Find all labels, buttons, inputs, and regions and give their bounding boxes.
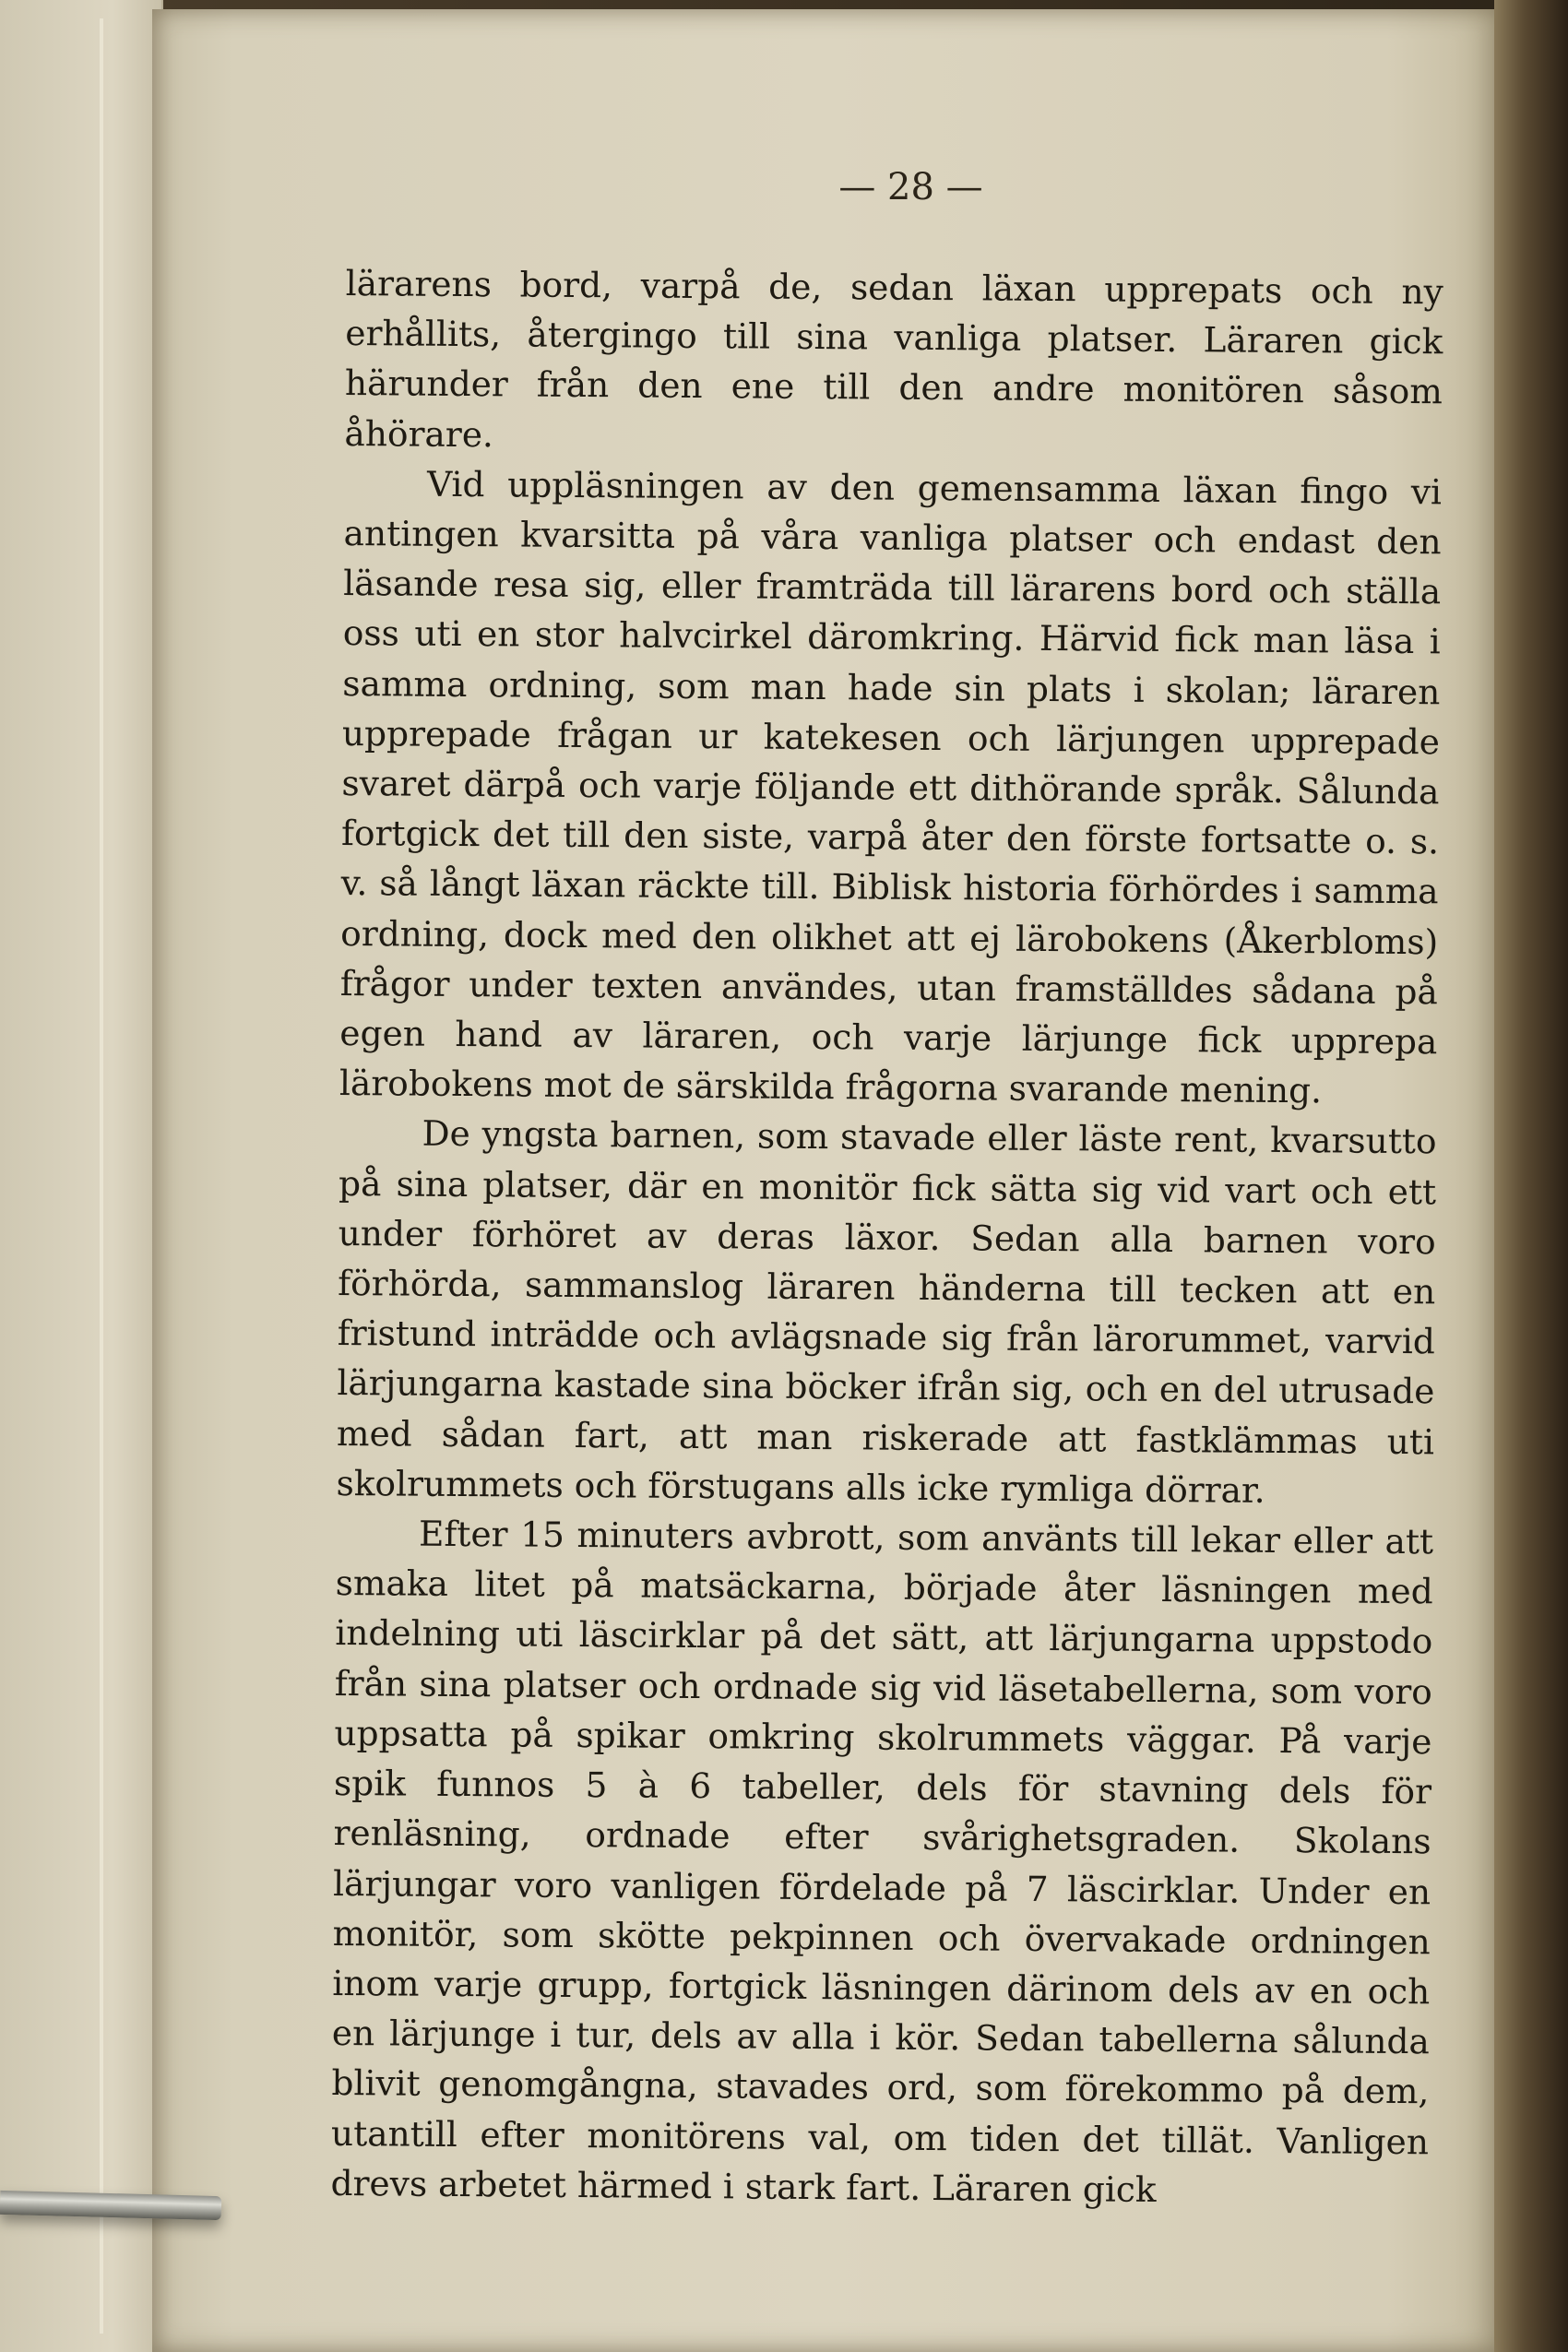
book-right-edge bbox=[1494, 0, 1568, 2352]
paragraph-continuation: lärarens bord, varpå de, sedan läxan upprepats och ny erhållits, återgingo till sina vanliga platser. Läraren gick härunder från den ene till den andre monitören såsom åhörare. bbox=[344, 262, 1443, 455]
page-text-block bbox=[330, 258, 1443, 2216]
paragraph-youngest-children: De yngsta barnen, som stavade eller läste rent, kvarsutto på sina platser, där en monitör fick sätta sig vid vart och ett under förhöret av deras läxor. Sedan alla barnen voro förhörda, sammanslog läraren händerna till tecken att en fristund inträdde och avlägsnade sig från lärorummet, varvid lärjungarna kastade sina böcker ifrån sig, och en del utrusade med sådan fart, att man riskerade att fastklämmas uti skolrummets och förstugans alls icke rymliga dörrar. bbox=[336, 1113, 1437, 1511]
left-flyleaf bbox=[0, 0, 163, 2352]
page-number: — 28 — bbox=[838, 166, 983, 208]
flyleaf-fold-line bbox=[100, 18, 103, 2334]
paragraph-reading-circles: Efter 15 minuters avbrott, som använts till lekar eller att smaka litet på matsäckarna, började åter läsningen med indelning uti läscirklar på det sätt, att lärjungarna uppstodo från sina platser och ordnade sig vid läsetabellerna, som voro uppsatta på spikar omkring skolrummets väggar. På varje spik funnos 5 à 6 tabeller, dels för stavning dels för renläsning, ordnade efter svårighetsgraden. Skolans lärjungar voro vanligen fördelade på 7 läscirklar. Under en monitör, som skötte pekpinnen och övervakade ordningen inom varje grupp, fortgick läsningen därinom dels av en och en lärjunge i tur, dels av alla i kör. Sedan tabellerna sålunda blivit genomgångna, stavades ord, som förekommo på dem, utantill efter monitörens val, om tiden det tillät. Vanligen drevs arbetet härmed i stark fart. Läraren gick bbox=[330, 1513, 1434, 2210]
paragraph-reading-aloud: Vid uppläsningen av den gemensamma läxan fingo vi antingen kvarsitta på våra vanliga platser och endast den läsande resa sig, eller framträda till lärarens bord och ställa oss uti en stor halvcirkel däromkring. Härvid fick man läsa i samma ordning, som man hade sin plats i skolan; läraren upprepade frågan ur katekesen och lärjungen upprepade svaret därpå och varje följande ett dithörande språk. Sålunda fortgick det till den siste, varpå åter den förste fortsatte o. s. v. så långt läxan räckte till. Biblisk historia förhördes i samma ordning, dock med den olikhet att ej lärobokens (Åkerbloms) frågor under texten användes, utan framställdes sådana på egen hand av läraren, och varje lärjunge fick upprepa lärobokens mot de särskilda frågorna svarande mening. bbox=[339, 463, 1443, 1111]
